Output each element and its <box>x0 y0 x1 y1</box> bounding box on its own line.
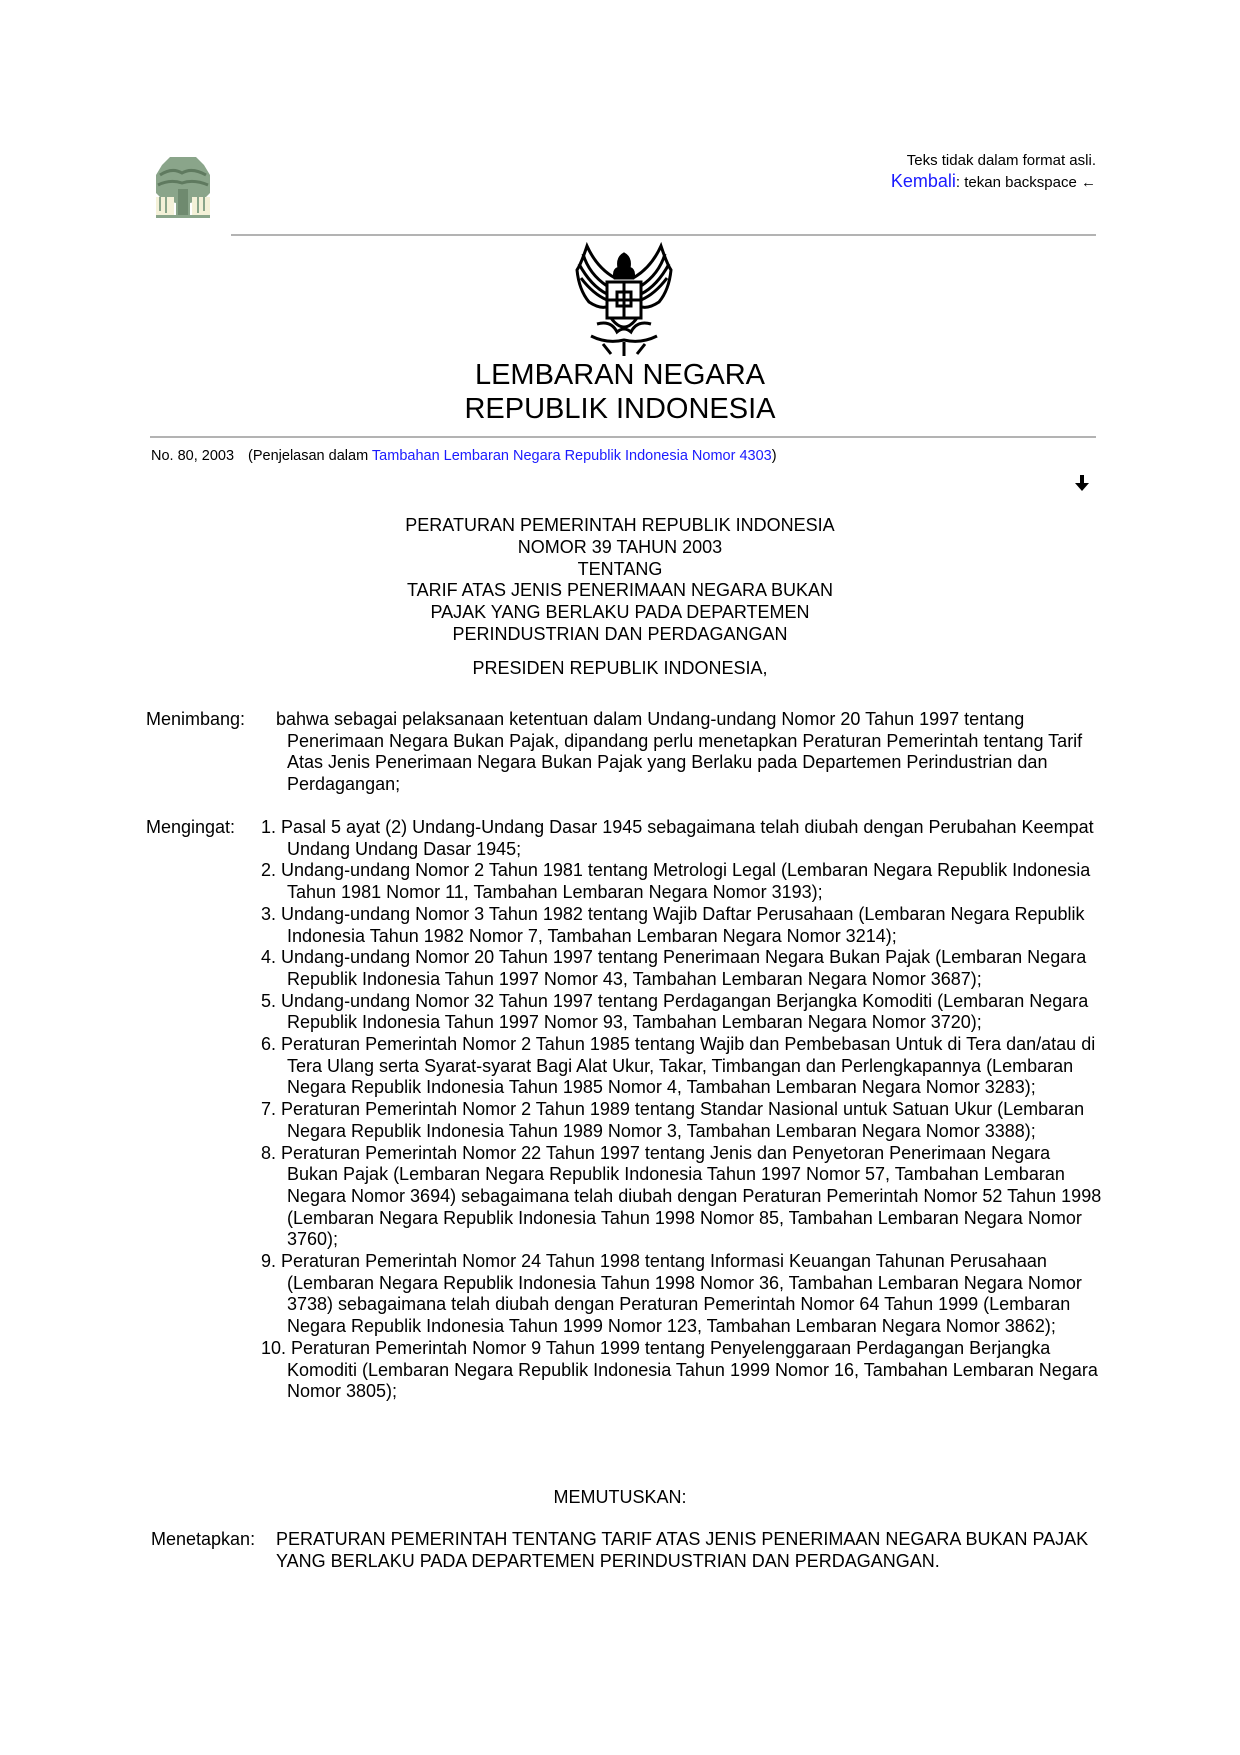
divider-top <box>231 234 1096 236</box>
menimbang-paragraph: bahwa sebagai pelaksanaan ketentuan dalam Undang-undang Nomor 20 Tahun 1997 tentang Penerimaan Negara Bukan Pajak, dipandang perlu menetapkan Peraturan Pemerintah tentang Tarif Atas Jenis Penerimaan Negara Bukan Pajak yang Berlaku pada Departemen Perindustrian dan Perdagangan; <box>276 709 1083 795</box>
back-hint-text: : tekan backspace ← <box>955 174 1096 191</box>
list-item: 5. Undang-undang Nomor 32 Tahun 1997 tentang Perdagangan Berjangka Komoditi (Lembaran Negara Republik Indonesia Tahun 1997 Nomor 93, Tambahan Lembaran Negara Nomor 3720); <box>261 990 1089 1033</box>
mengingat-label: Mengingat: <box>146 817 236 837</box>
tree-logo-icon <box>152 153 214 219</box>
list-item: 8. Peraturan Pemerintah Nomor 22 Tahun 1997 tentang Jenis dan Penyetoran Penerimaan Negara Bukan Pajak (Lembaran Negara Republik Indonesia Tahun 1997 Nomor 57, Tambahan Lembaran Negara Nomor 3694) sebagaimana telah diubah dengan Peraturan Pemerintah Nomor 52 Tahun 1998 (Lembaran Negara Republik Indonesia Tahun 1998 Nomor 85, Tambahan Lembaran Negara Nomor 3760); <box>261 1142 1102 1250</box>
title-line: PERINDUSTRIAN DAN PERDAGANGAN <box>452 623 788 644</box>
format-note-text: Teks tidak dalam format asli. <box>906 152 1096 169</box>
list-item: 7. Peraturan Pemerintah Nomor 2 Tahun 1989 tentang Standar Nasional untuk Satuan Ukur (Lembaran Negara Republik Indonesia Tahun 1989 Nomor 3, Tambahan Lembaran Negara Nomor 3388); <box>261 1099 1085 1141</box>
reference-prefix: (Penjelasan dalam <box>248 448 372 464</box>
list-item: 2. Undang-undang Nomor 2 Tahun 1981 tentang Metrologi Legal (Lembaran Negara Republik Indonesia Tahun 1981 Nomor 11, Tambahan Lembaran Negara Nomor 3193); <box>261 860 1091 903</box>
supplement-link[interactable]: Tambahan Lembaran Negara Republik Indonesia Nomor 4303 <box>371 448 772 464</box>
title-line: PAJAK YANG BERLAKU PADA DEPARTEMEN <box>430 602 810 623</box>
garuda-emblem-icon <box>567 240 682 360</box>
menimbang-label: Menimbang: <box>146 709 246 729</box>
list-item: 10. Peraturan Pemerintah Nomor 9 Tahun 1999 tentang Penyelenggaraan Perdagangan Berjangka Komoditi (Lembaran Negara Republik Indonesia Tahun 1999 Nomor 16, Tambahan Lembaran Negara Nomor 3805); <box>261 1337 1098 1402</box>
title-line: PERATURAN PEMERINTAH REPUBLIK INDONESIA <box>405 515 835 535</box>
down-arrow-icon[interactable] <box>1073 474 1091 492</box>
list-item: 9. Peraturan Pemerintah Nomor 24 Tahun 1998 tentang Informasi Keuangan Tahunan Perusahaan (Lembaran Negara Republik Indonesia Tahun 1998 Nomor 36, Tambahan Lembaran Negara Nomor 3738) sebagaimana telah diubah dengan Peraturan Pemerintah Nomor 64 Tahun 1999 (Lembaran Negara Republik Indonesia Tahun 1999 Nomor 123, Tambahan Lembaran Negara Nomor 3862); <box>261 1251 1082 1337</box>
list-item: 1. Pasal 5 ayat (2) Undang-Undang Dasar 1945 sebagaimana telah diubah dengan Perubahan Keempat Undang Undang Dasar 1945; <box>261 817 1094 859</box>
list-item: 4. Undang-undang Nomor 20 Tahun 1997 tentang Penerimaan Negara Bukan Pajak (Lembaran Negara Republik Indonesia Tahun 1997 Nomor 43, Tambahan Lembaran Negara Nomor 3687); <box>261 947 1087 989</box>
back-hint-line <box>891 171 1096 193</box>
masthead <box>0 358 1240 426</box>
reference-suffix: ) <box>771 448 777 464</box>
list-item: 3. Undang-undang Nomor 3 Tahun 1982 tentang Wajib Daftar Perusahaan (Lembaran Negara Republik Indonesia Tahun 1982 Nomor 7, Tambahan Lembaran Negara Nomor 3214); <box>261 903 1085 946</box>
menetapkan-text: PERATURAN PEMERINTAH TENTANG TARIF ATAS JENIS PENERIMAAN NEGARA BUKAN PAJAK YANG BERLAKU PADA DEPARTEMEN PERINDUSTRIAN DAN PERDAGANGAN. <box>276 1529 1089 1571</box>
president-heading: PRESIDEN REPUBLIK INDONESIA, <box>472 658 768 678</box>
format-note <box>891 150 1096 193</box>
reference-line <box>151 448 777 464</box>
masthead-line-1: LEMBARAN NEGARA <box>474 359 766 391</box>
gazette-number: No. 80, 2003 <box>151 448 235 464</box>
title-line: NOMOR 39 TAHUN 2003 <box>517 536 723 557</box>
back-link[interactable]: Kembali <box>890 171 956 191</box>
menimbang-text <box>276 709 1101 796</box>
title-line: TENTANG <box>577 558 663 579</box>
mengingat-list <box>261 817 1106 1403</box>
regulation-title <box>0 515 1240 646</box>
menetapkan-label: Menetapkan: <box>151 1529 256 1549</box>
divider-masthead <box>150 436 1096 438</box>
list-item: 6. Peraturan Pemerintah Nomor 2 Tahun 1985 tentang Wajib dan Pembebasan Untuk di Tera dan/atau di Tera Ulang serta Syarat-syarat Bagi Alat Ukur, Takar, Timbangan dan Perlengkapannya (Lembaran Negara Republik Indonesia Tahun 1985 Nomor 4, Tambahan Lembaran Negara Nomor 3283); <box>261 1034 1096 1098</box>
title-line: TARIF ATAS JENIS PENERIMAAN NEGARA BUKAN <box>406 580 834 601</box>
memutuskan-heading: MEMUTUSKAN: <box>553 1487 687 1507</box>
masthead-line-2: REPUBLIK INDONESIA <box>464 393 776 425</box>
